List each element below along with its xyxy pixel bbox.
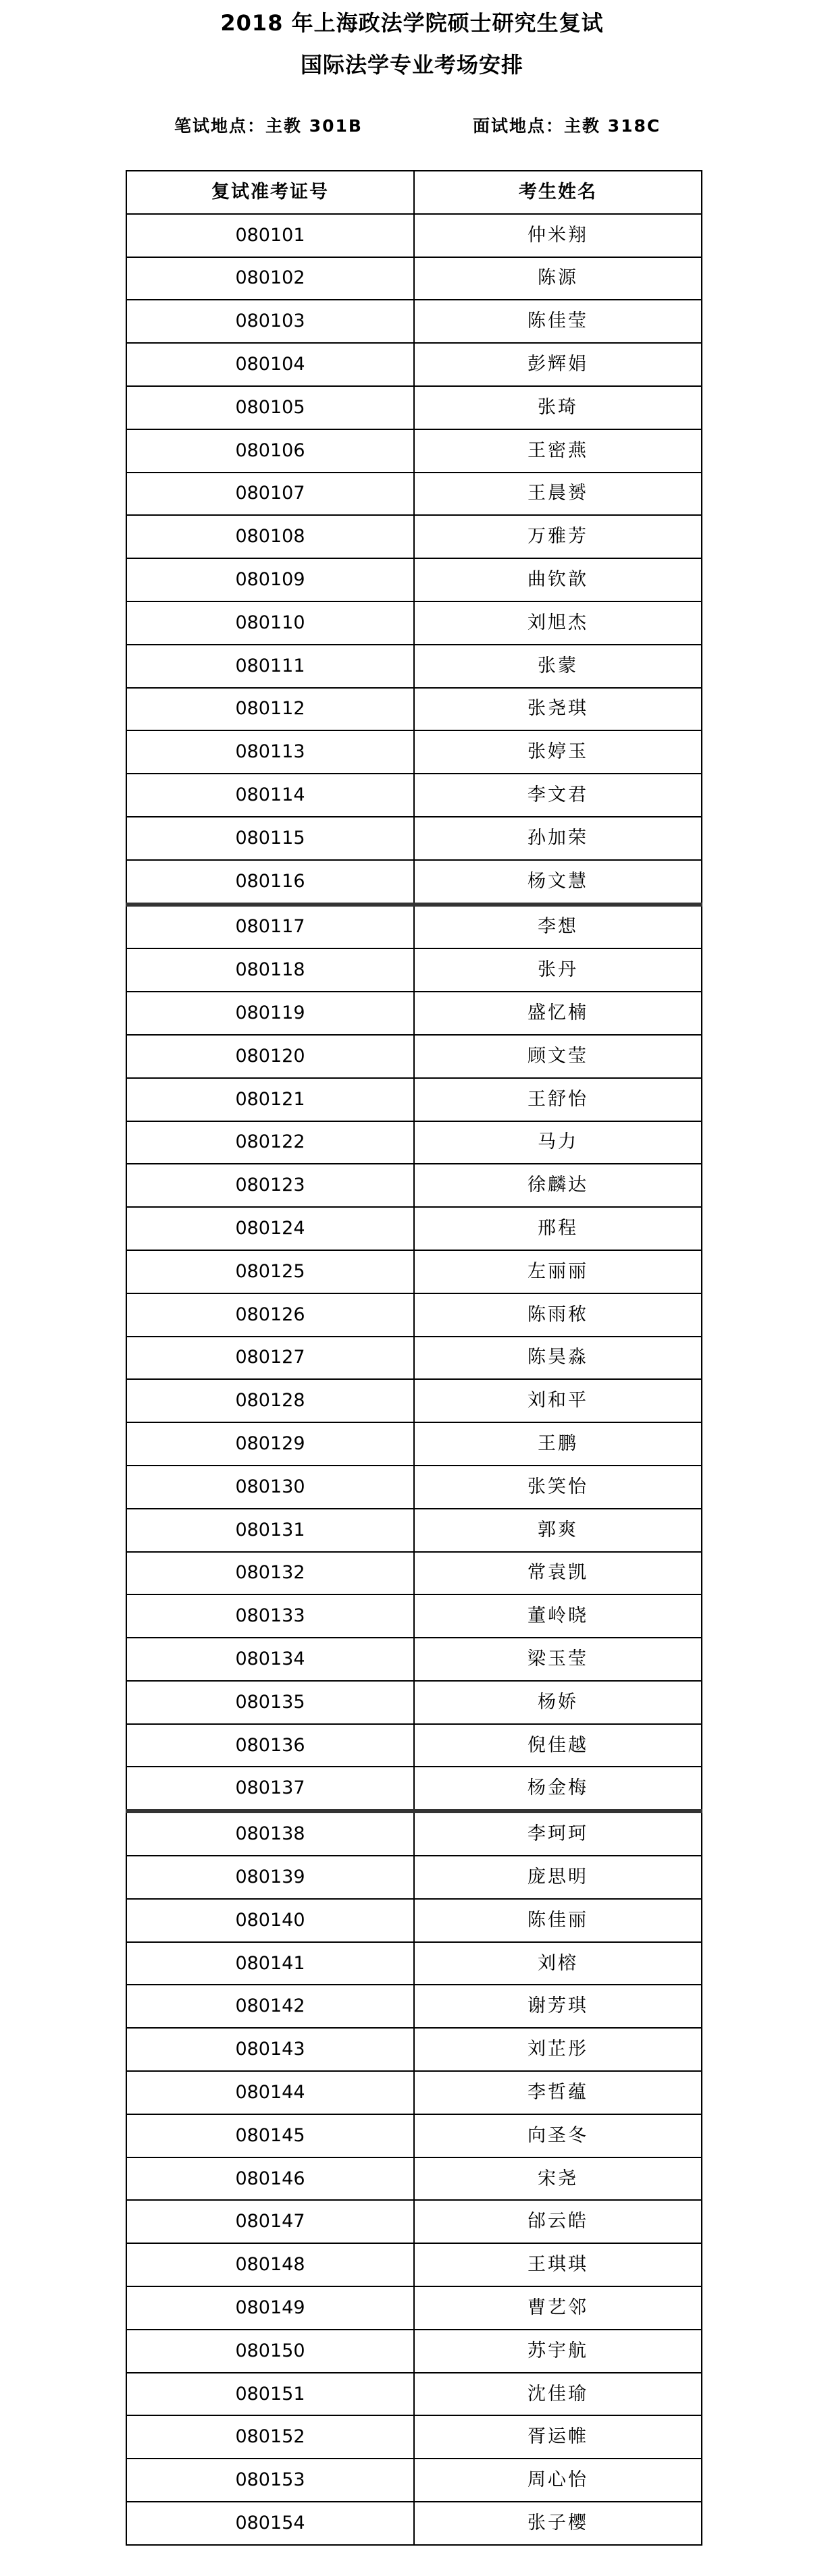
exam-id-cell: 080106 — [126, 429, 414, 473]
table-header-row — [126, 171, 702, 214]
exam-id-cell: 080129 — [126, 1422, 414, 1466]
table-row — [126, 1552, 702, 1595]
exam-id-cell: 080146 — [126, 2157, 414, 2201]
exam-id-cell: 080127 — [126, 1337, 414, 1380]
table-row — [126, 1078, 702, 1121]
exam-id-cell: 080113 — [126, 730, 414, 774]
column-header-candidate-name: 考生姓名 — [414, 171, 702, 214]
candidate-name-cell: 杨金梅 — [414, 1767, 702, 1811]
candidate-name-cell: 梁玉莹 — [414, 1638, 702, 1681]
candidate-name-cell: 刘芷彤 — [414, 2028, 702, 2071]
table-row — [126, 1767, 702, 1811]
exam-id-cell: 080136 — [126, 1724, 414, 1767]
exam-id-cell: 080153 — [126, 2459, 414, 2502]
candidate-name-cell: 向圣冬 — [414, 2114, 702, 2157]
table-row — [126, 1638, 702, 1681]
table-row — [126, 2200, 702, 2243]
candidate-name-cell: 陈佳莹 — [414, 300, 702, 343]
exam-id-cell: 080123 — [126, 1164, 414, 1207]
candidate-name-cell: 彭辉娟 — [414, 343, 702, 386]
table-row — [126, 515, 702, 558]
candidate-name-cell: 张笑怡 — [414, 1466, 702, 1509]
exam-id-cell: 080151 — [126, 2373, 414, 2416]
table-row — [126, 2243, 702, 2286]
candidate-name-cell: 苏宇航 — [414, 2330, 702, 2373]
exam-id-cell: 080102 — [126, 257, 414, 300]
exam-id-cell: 080144 — [126, 2071, 414, 2114]
table-row — [126, 2415, 702, 2459]
column-header-exam-id: 复试准考证号 — [126, 171, 414, 214]
exam-id-cell: 080152 — [126, 2415, 414, 2459]
candidate-name-cell: 周心怡 — [414, 2459, 702, 2502]
exam-id-cell: 080148 — [126, 2243, 414, 2286]
table-row — [126, 1856, 702, 1899]
exam-id-cell: 080131 — [126, 1509, 414, 1552]
candidate-name-cell: 胥运帷 — [414, 2415, 702, 2459]
candidate-name-cell: 刘榕 — [414, 1942, 702, 1985]
exam-id-cell: 080110 — [126, 601, 414, 645]
table-row — [126, 1942, 702, 1985]
exam-id-cell: 080133 — [126, 1594, 414, 1638]
exam-id-cell: 080101 — [126, 214, 414, 257]
candidate-name-cell: 顾文莹 — [414, 1035, 702, 1078]
table-row — [126, 1207, 702, 1250]
exam-id-cell: 080126 — [126, 1293, 414, 1337]
exam-id-cell: 080117 — [126, 905, 414, 949]
exam-id-cell: 080139 — [126, 1856, 414, 1899]
candidate-name-cell: 盛忆楠 — [414, 992, 702, 1035]
exam-id-cell: 080135 — [126, 1681, 414, 1724]
candidate-name-cell: 刘旭杰 — [414, 601, 702, 645]
candidate-name-cell: 李想 — [414, 905, 702, 949]
table-row — [126, 429, 702, 473]
table-row — [126, 1035, 702, 1078]
table-row — [126, 2071, 702, 2114]
candidate-name-cell: 仲米翔 — [414, 214, 702, 257]
interview-location: 面试地点：主教 318C — [473, 116, 661, 136]
table-row — [126, 1422, 702, 1466]
candidate-name-cell: 邢程 — [414, 1207, 702, 1250]
table-row — [126, 645, 702, 688]
candidate-name-cell: 左丽丽 — [414, 1250, 702, 1293]
exam-id-cell: 080118 — [126, 948, 414, 992]
candidate-name-cell: 李哲蕴 — [414, 2071, 702, 2114]
exam-id-cell: 080125 — [126, 1250, 414, 1293]
candidate-name-cell: 王舒怡 — [414, 1078, 702, 1121]
table-row — [126, 1293, 702, 1337]
exam-id-cell: 080121 — [126, 1078, 414, 1121]
table-row — [126, 386, 702, 429]
candidate-name-cell: 邰云皓 — [414, 2200, 702, 2243]
table-row — [126, 2028, 702, 2071]
table-row — [126, 2502, 702, 2545]
table-row — [126, 905, 702, 949]
table-row — [126, 1337, 702, 1380]
table-row — [126, 817, 702, 860]
exam-id-cell: 080145 — [126, 2114, 414, 2157]
candidate-name-cell: 陈佳丽 — [414, 1899, 702, 1942]
exam-id-cell: 080124 — [126, 1207, 414, 1250]
table-row — [126, 2114, 702, 2157]
candidate-name-cell: 谢芳琪 — [414, 1985, 702, 2028]
table-row — [126, 558, 702, 601]
table-row — [126, 730, 702, 774]
table-row — [126, 1164, 702, 1207]
candidate-name-cell: 王琪琪 — [414, 2243, 702, 2286]
table-row — [126, 992, 702, 1035]
exam-id-cell: 080120 — [126, 1035, 414, 1078]
candidate-table — [126, 170, 702, 2546]
exam-id-cell: 080112 — [126, 688, 414, 731]
exam-id-cell: 080154 — [126, 2502, 414, 2545]
table-row — [126, 1379, 702, 1422]
candidate-name-cell: 王密燕 — [414, 429, 702, 473]
candidate-name-cell: 沈佳瑜 — [414, 2373, 702, 2416]
table-row — [126, 860, 702, 905]
exam-id-cell: 080116 — [126, 860, 414, 905]
candidate-name-cell: 张子樱 — [414, 2502, 702, 2545]
exam-id-cell: 080119 — [126, 992, 414, 1035]
exam-id-cell: 080105 — [126, 386, 414, 429]
candidate-name-cell: 陈昊淼 — [414, 1337, 702, 1380]
candidate-name-cell: 倪佳越 — [414, 1724, 702, 1767]
table-row — [126, 2373, 702, 2416]
candidate-name-cell: 王晨赟 — [414, 473, 702, 516]
candidate-name-cell: 孙加荣 — [414, 817, 702, 860]
candidate-name-cell: 张蒙 — [414, 645, 702, 688]
exam-id-cell: 080147 — [126, 2200, 414, 2243]
candidate-name-cell: 杨娇 — [414, 1681, 702, 1724]
table-row — [126, 2459, 702, 2502]
table-row — [126, 1250, 702, 1293]
table-row — [126, 1811, 702, 1856]
candidate-name-cell: 曲钦歆 — [414, 558, 702, 601]
candidate-name-cell: 张琦 — [414, 386, 702, 429]
candidate-name-cell: 庞思明 — [414, 1856, 702, 1899]
exam-id-cell: 080150 — [126, 2330, 414, 2373]
table-row — [126, 1509, 702, 1552]
table-row — [126, 601, 702, 645]
candidate-name-cell: 李文君 — [414, 774, 702, 817]
candidate-name-cell: 董岭晓 — [414, 1594, 702, 1638]
exam-id-cell: 080140 — [126, 1899, 414, 1942]
table-row — [126, 1594, 702, 1638]
exam-id-cell: 080109 — [126, 558, 414, 601]
table-row — [126, 688, 702, 731]
candidate-name-cell: 张婷玉 — [414, 730, 702, 774]
table-row — [126, 1899, 702, 1942]
candidate-name-cell: 宋尧 — [414, 2157, 702, 2201]
table-row — [126, 300, 702, 343]
exam-id-cell: 080141 — [126, 1942, 414, 1985]
exam-id-cell: 080122 — [126, 1121, 414, 1164]
exam-id-cell: 080108 — [126, 515, 414, 558]
candidate-name-cell: 杨文慧 — [414, 860, 702, 905]
candidate-name-cell: 徐麟达 — [414, 1164, 702, 1207]
table-row — [126, 1681, 702, 1724]
table-row — [126, 1466, 702, 1509]
candidate-name-cell: 陈雨秾 — [414, 1293, 702, 1337]
candidate-name-cell: 万雅芳 — [414, 515, 702, 558]
exam-id-cell: 080104 — [126, 343, 414, 386]
table-row — [126, 2330, 702, 2373]
exam-id-cell: 080111 — [126, 645, 414, 688]
exam-id-cell: 080137 — [126, 1767, 414, 1811]
exam-id-cell: 080114 — [126, 774, 414, 817]
exam-id-cell: 080107 — [126, 473, 414, 516]
table-row — [126, 1121, 702, 1164]
candidate-name-cell: 陈源 — [414, 257, 702, 300]
exam-id-cell: 080134 — [126, 1638, 414, 1681]
page-title: 2018 年上海政法学院硕士研究生复试 — [220, 10, 604, 36]
table-row — [126, 257, 702, 300]
exam-id-cell: 080128 — [126, 1379, 414, 1422]
table-row — [126, 1724, 702, 1767]
candidate-name-cell: 张尧琪 — [414, 688, 702, 731]
exam-id-cell: 080138 — [126, 1811, 414, 1856]
exam-id-cell: 080149 — [126, 2286, 414, 2330]
candidate-name-cell: 王鹏 — [414, 1422, 702, 1466]
candidate-name-cell: 郭爽 — [414, 1509, 702, 1552]
candidate-name-cell: 马力 — [414, 1121, 702, 1164]
table-row — [126, 343, 702, 386]
exam-id-cell: 080132 — [126, 1552, 414, 1595]
table-body — [126, 214, 702, 2545]
candidate-name-cell: 张丹 — [414, 948, 702, 992]
table-row — [126, 948, 702, 992]
exam-id-cell: 080130 — [126, 1466, 414, 1509]
candidate-name-cell: 常袁凯 — [414, 1552, 702, 1595]
exam-id-cell: 080143 — [126, 2028, 414, 2071]
table-row — [126, 473, 702, 516]
candidate-name-cell: 曹艺邻 — [414, 2286, 702, 2330]
exam-id-cell: 080103 — [126, 300, 414, 343]
candidate-name-cell: 李珂珂 — [414, 1811, 702, 1856]
table-row — [126, 774, 702, 817]
written-exam-location: 笔试地点：主教 301B — [174, 116, 363, 136]
table-row — [126, 1985, 702, 2028]
candidate-name-cell: 刘和平 — [414, 1379, 702, 1422]
table-row — [126, 2157, 702, 2201]
table-row — [126, 214, 702, 257]
exam-id-cell: 080115 — [126, 817, 414, 860]
table-row — [126, 2286, 702, 2330]
exam-id-cell: 080142 — [126, 1985, 414, 2028]
page-subtitle: 国际法学专业考场安排 — [300, 52, 523, 78]
